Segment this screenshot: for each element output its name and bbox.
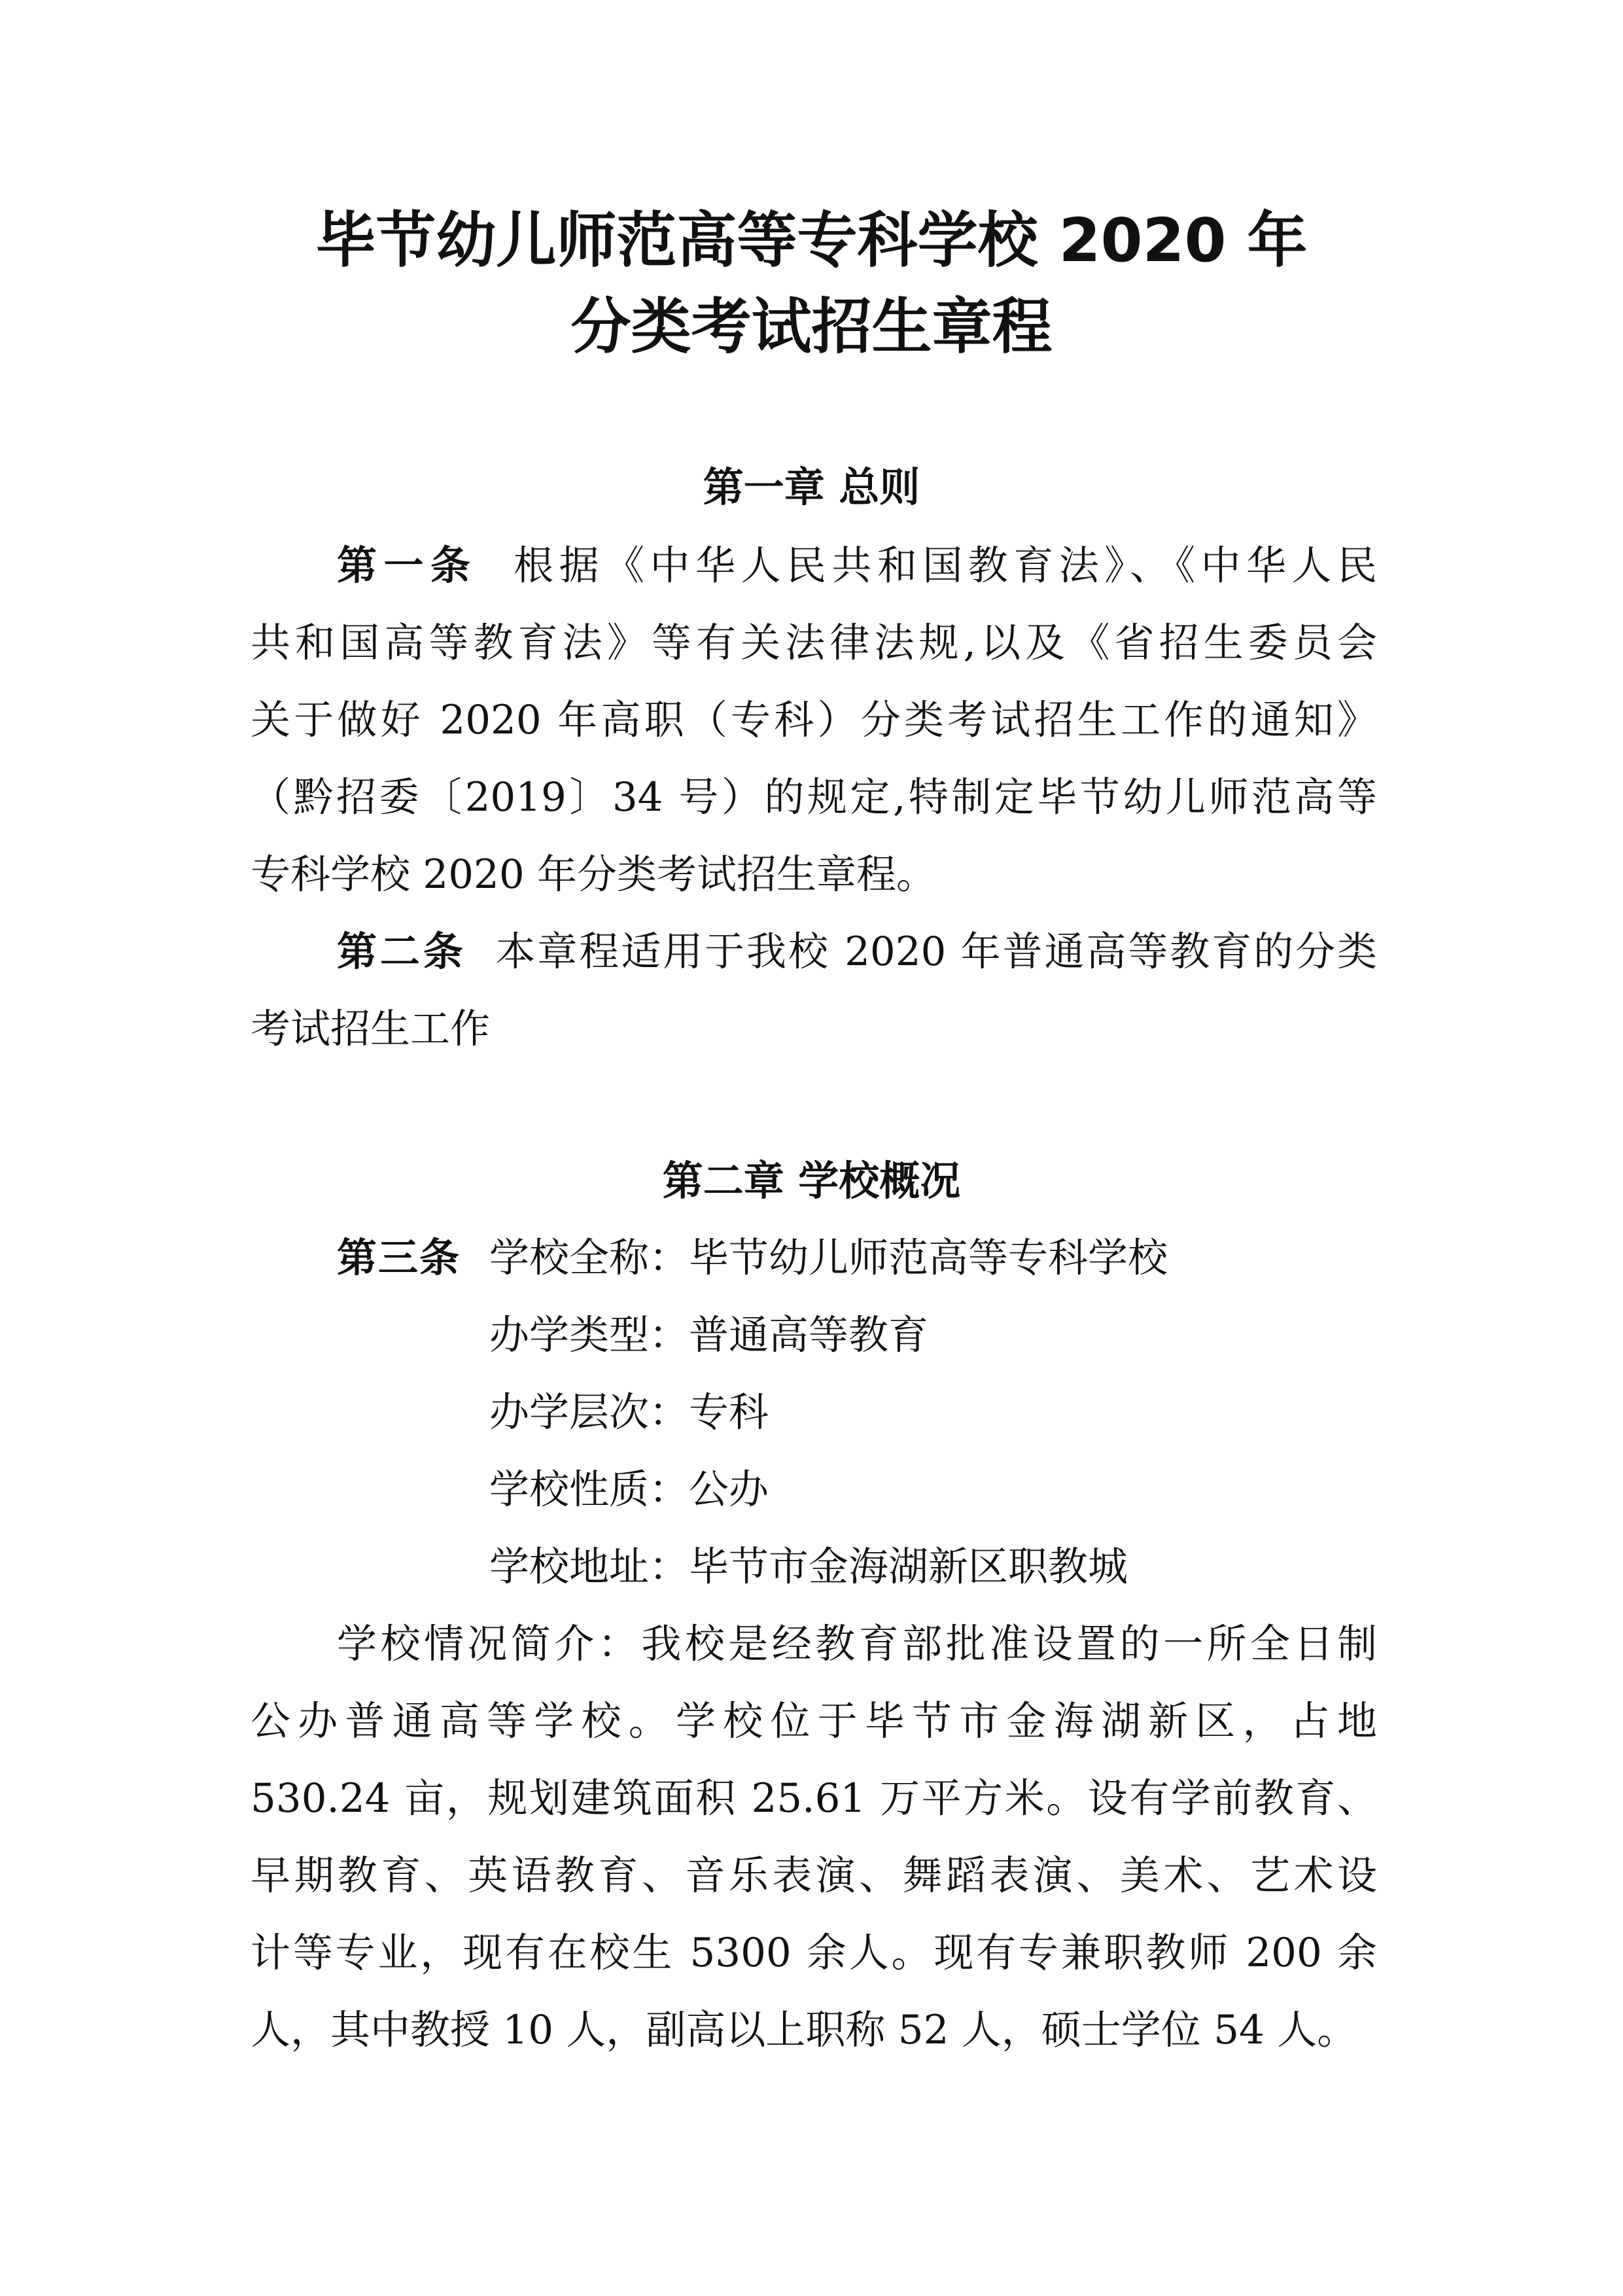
article-1-line-4: （黔招委〔2019〕34 号）的规定,特制定毕节幼儿师范高等 (251, 774, 1377, 821)
article-2-line-2: 考试招生工作 (251, 1006, 491, 1052)
article-2-line-1 (337, 923, 1377, 981)
chapter-2-heading: 第二章 学校概况 (662, 1157, 961, 1205)
intro-line-1: 学校情况简介：我校是经教育部批准设置的一所全日制 (337, 1621, 1377, 1667)
intro-line-4: 早期教育、英语教育、音乐表演、舞蹈表演、美术、艺术设 (251, 1852, 1377, 1899)
article-1-label: 第一条 (337, 542, 478, 589)
article-2-label: 第二条 (337, 928, 466, 975)
article-3-label-row (337, 1229, 461, 1288)
field-school-type: 办学类型：普通高等教育 (489, 1312, 929, 1358)
article-1-line-1 (337, 537, 1377, 595)
intro-line-3: 530.24 亩，规划建筑面积 25.61 万平方米。设有学前教育、 (251, 1775, 1377, 1822)
field-school-nature: 学校性质：公办 (489, 1466, 769, 1513)
article-3-label: 第三条 (337, 1235, 461, 1281)
document-title-line-1: 毕节幼儿师范高等专科学校 2020 年 (315, 205, 1308, 275)
article-1-line-3: 关于做好 2020 年高职（专科）分类考试招生工作的通知》 (251, 697, 1377, 743)
article-1-text-1: 根据《中华人民共和国教育法》、《中华人民 (514, 542, 1377, 589)
intro-line-5: 计等专业，现有在校生 5300 余人。现有专兼职教师 200 余 (251, 1930, 1377, 1976)
document-title-line-2: 分类考试招生章程 (570, 292, 1053, 362)
article-1-line-2: 共和国高等教育法》等有关法律法规,以及《省招生委员会 (251, 620, 1377, 666)
article-1-line-5: 专科学校 2020 年分类考试招生章程。 (251, 851, 937, 898)
field-school-level: 办学层次：专科 (489, 1389, 769, 1436)
intro-line-6: 人，其中教授 10 人，副高以上职称 52 人，硕士学位 54 人。 (251, 2007, 1357, 2053)
intro-line-2: 公办普通高等学校。学校位于毕节市金海湖新区，占地 (251, 1698, 1377, 1744)
chapter-1-heading: 第一章 总则 (703, 463, 920, 511)
article-2-text-1: 本章程适用于我校 2020 年普通高等教育的分类 (495, 928, 1377, 975)
field-school-address: 学校地址：毕节市金海湖新区职教城 (489, 1544, 1128, 1590)
field-school-name: 学校全称：毕节幼儿师范高等专科学校 (489, 1235, 1168, 1281)
